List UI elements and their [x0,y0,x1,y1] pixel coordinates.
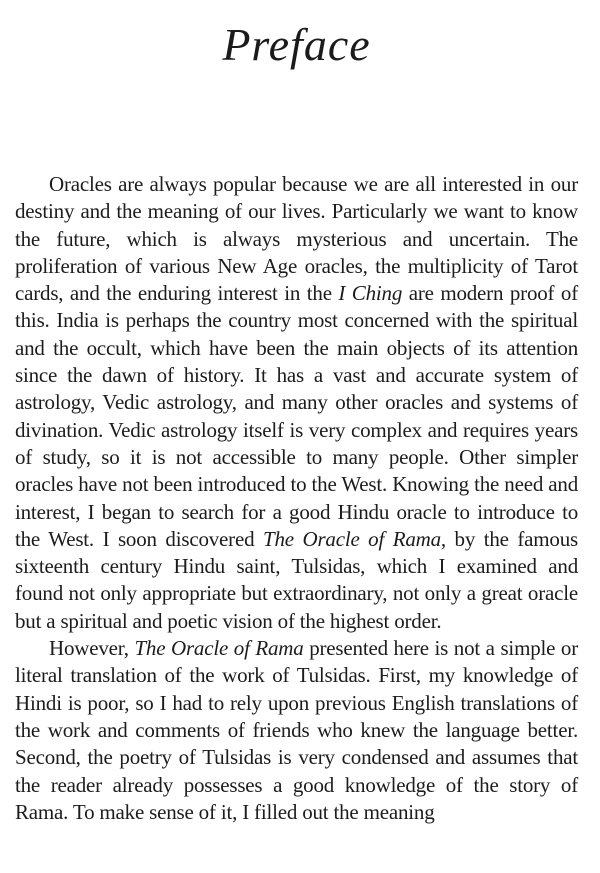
text-segment-italic: The Oracle of Rama [134,636,304,661]
text-segment: presented here is not a simple or literal translation of the work of Tulsidas. First, my knowledge of Hindi is poor, so I had to rely upon previous English translations of the work and comments of friends who knew the language better. Second, the poetry of Tulsidas is very condensed and assumes that the reader already possesses a good knowledge of the story of Rama. To make sense of it, I filled out the meaning [15,636,579,824]
text-segment-italic: The Oracle of Rama [262,526,441,551]
text-segment: However, [49,636,135,661]
paragraph [15,171,578,635]
page-title: Preface [222,19,371,70]
paragraph [15,635,578,826]
preface-body [15,171,578,826]
text-segment: , by the famous sixteenth century Hindu saint, Tulsidas, which I examined and found not only appropriate but extraordinary, not only a great oracle but a spiritual and poetic vision of the highest order. [15,526,579,633]
text-segment-italic: I Ching [338,281,403,306]
text-segment: Oracles are always popular because we are all interested in our destiny and the meaning of our lives. Particularly we want to know the future, which is always mysterious and uncertain. The proliferation of various New Age oracles, the multiplicity of Tarot cards, and the enduring interest in the [15,172,578,306]
text-segment: are modern proof of this. India is perhaps the country most concerned with the spiritual and the occult, which have been the main objects of its attention since the dawn of history. It has a vast and accurate system of astrology, Vedic astrology, and many other oracles and systems of divination. Vedic astrology itself is very complex and requires years of study, so it is not accessible to many people. Other simpler oracles have not been introduced to the West. Knowing the need and interest, I began to search for a good Hindu oracle to introduce to the West. I soon discovered [15,281,579,551]
